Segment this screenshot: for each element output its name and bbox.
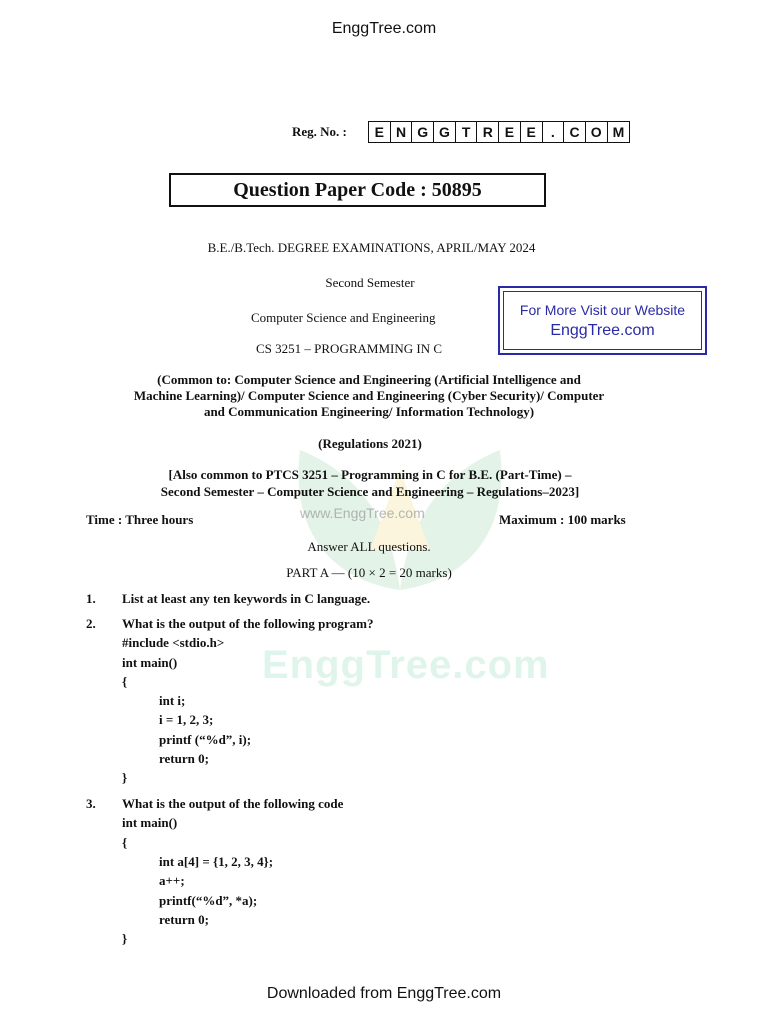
- common-to-line-2: Machine Learning)/ Computer Science and Engineering (Cyber Security)/ Computer: [133, 388, 605, 403]
- part-a-heading: PART A — (10 × 2 = 20 marks): [286, 565, 452, 580]
- also-common-line-2: Second Semester – Computer Science and Engineering – Regulations–2023]: [160, 484, 580, 499]
- code-line: int main(): [122, 815, 178, 830]
- code-line: #include <stdio.h>: [122, 635, 225, 650]
- code-line: }: [122, 931, 128, 946]
- course-title: CS 3251 – PROGRAMMING IN C: [256, 341, 442, 356]
- code-line: a++;: [159, 873, 185, 888]
- common-to-line-3: and Communication Engineering/ Information Technology): [203, 404, 535, 419]
- code-line: return 0;: [159, 751, 209, 766]
- reg-no-cell: G: [434, 122, 456, 142]
- exam-title: B.E./B.Tech. DEGREE EXAMINATIONS, APRIL/MAY 2024: [207, 240, 536, 255]
- reg-no-cell: R: [477, 122, 499, 142]
- watermark-brand: EnggTree.com: [262, 643, 550, 687]
- common-to-line-1: (Common to: Computer Science and Engineering (Artificial Intelligence and: [157, 372, 581, 387]
- reg-no-boxes: [368, 121, 630, 143]
- question-paper-code: Question Paper Code : 50895: [169, 173, 546, 207]
- bottom-banner: Downloaded from EnggTree.com: [266, 985, 502, 1002]
- code-line: int i;: [159, 693, 186, 708]
- time-duration: Time : Three hours: [86, 512, 194, 527]
- ad-link[interactable]: EnggTree.com: [550, 321, 655, 339]
- reg-no-label: Reg. No. :: [292, 124, 347, 139]
- code-line: int main(): [122, 655, 178, 670]
- reg-no-cell: G: [412, 122, 434, 142]
- reg-no-cell: C: [564, 122, 586, 142]
- question-text: What is the output of the following code: [122, 796, 344, 811]
- regulations: (Regulations 2021): [318, 436, 422, 451]
- question-text: List at least any ten keywords in C language.: [122, 591, 371, 606]
- department: Computer Science and Engineering: [251, 310, 436, 325]
- ad-line-1: For More Visit our Website: [519, 301, 686, 318]
- code-line: printf (“%d”, i);: [159, 732, 252, 747]
- question-number: 3.: [86, 796, 96, 811]
- watermark-url: www.EnggTree.com: [300, 505, 425, 521]
- code-line: int a[4] = {1, 2, 3, 4};: [159, 854, 274, 869]
- also-common-line-1: [Also common to PTCS 3251 – Programming in C for B.E. (Part-Time) –: [168, 467, 572, 482]
- code-line: {: [122, 674, 128, 689]
- question-text: What is the output of the following program?: [122, 616, 374, 631]
- semester: Second Semester: [325, 275, 415, 290]
- reg-no-cell: E: [499, 122, 521, 142]
- website-ad-box[interactable]: [498, 286, 707, 355]
- reg-no-cell: T: [456, 122, 478, 142]
- code-line: i = 1, 2, 3;: [159, 712, 214, 727]
- reg-no-cell: M: [612, 124, 625, 140]
- reg-no-cell: E: [369, 122, 391, 142]
- code-line: {: [122, 835, 128, 850]
- code-line: }: [122, 770, 128, 785]
- code-line: return 0;: [159, 912, 209, 927]
- top-banner: EnggTree.com: [331, 20, 437, 37]
- code-line: printf(“%d”, *a);: [159, 893, 258, 908]
- reg-no-cell: E: [521, 122, 543, 142]
- question-number: 2.: [86, 616, 96, 631]
- reg-no-cell: .: [543, 122, 565, 142]
- maximum-marks: Maximum : 100 marks: [499, 512, 626, 527]
- question-number: 1.: [86, 591, 96, 606]
- reg-no-cell: N: [391, 122, 413, 142]
- reg-no-cell: O: [586, 122, 608, 142]
- instruction: Answer ALL questions.: [307, 539, 431, 554]
